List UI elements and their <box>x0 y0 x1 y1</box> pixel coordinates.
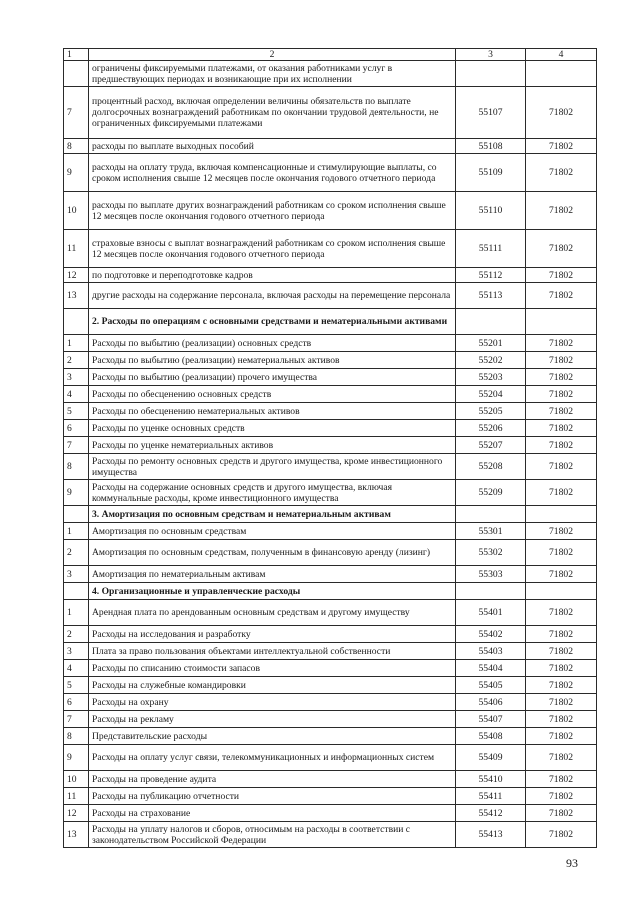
row-description: Расходы по обесценению основных средств <box>89 386 456 403</box>
table-row <box>64 822 597 848</box>
table-row <box>64 626 597 643</box>
row-description: Арендная плата по арендованным основным средствам и другому имуществу <box>89 600 456 626</box>
table-row <box>64 420 597 437</box>
row-description: расходы на оплату труда, включая компенсационные и стимулирующие выплаты, со сроком исполнения свыше 12 месяцев после окончания годового отчетного периода <box>89 154 456 192</box>
symbol-code: 71802 <box>526 192 597 230</box>
table-row <box>64 728 597 745</box>
account-code: 55408 <box>456 728 526 745</box>
account-code: 55401 <box>456 600 526 626</box>
section-title: 3. Амортизация по основным средствам и нематериальным активам <box>89 506 456 523</box>
row-description: Расходы на охрану <box>89 694 456 711</box>
row-number: 2 <box>64 352 89 369</box>
account-code: 55205 <box>456 403 526 420</box>
row-number: 6 <box>64 694 89 711</box>
account-code: 55108 <box>456 139 526 154</box>
table-row <box>64 788 597 805</box>
symbol-code: 71802 <box>526 335 597 352</box>
symbol-code: 71802 <box>526 540 597 566</box>
account-code: 55107 <box>456 87 526 139</box>
row-number: 6 <box>64 420 89 437</box>
row-number: 7 <box>64 437 89 454</box>
row-description: Расходы на уплату налогов и сборов, относимым на расходы в соответствии с законодательством Российской Федерации <box>89 822 456 848</box>
symbol-code: 71802 <box>526 643 597 660</box>
row-number: 7 <box>64 711 89 728</box>
table-row <box>64 386 597 403</box>
account-code: 55411 <box>456 788 526 805</box>
row-description: Расходы на рекламу <box>89 711 456 728</box>
symbol-code: 71802 <box>526 283 597 309</box>
row-number: 9 <box>64 154 89 192</box>
table-row <box>64 369 597 386</box>
header-col-4: 4 <box>526 49 597 61</box>
account-code: 55406 <box>456 694 526 711</box>
account-code: 55109 <box>456 154 526 192</box>
row-description: процентный расход, включая определении величины обязательств по выплате долгосрочных вознаграждений работникам по окончании трудовой деятельности, не ограниченных фиксируемыми платежами <box>89 87 456 139</box>
account-code: 55204 <box>456 386 526 403</box>
row-description: Расходы по выбытию (реализации) основных средств <box>89 335 456 352</box>
row-number: 1 <box>64 600 89 626</box>
account-code: 55402 <box>456 626 526 643</box>
row-number: 11 <box>64 788 89 805</box>
table-row <box>64 437 597 454</box>
symbol-code: 71802 <box>526 745 597 771</box>
row-number: 9 <box>64 480 89 506</box>
account-code <box>456 506 526 523</box>
row-description: Расходы по ремонту основных средств и другого имущества, кроме инвестиционного имущества <box>89 454 456 480</box>
symbol-code: 71802 <box>526 352 597 369</box>
row-description: Амортизация по основным средствам, полученным в финансовую аренду (лизинг) <box>89 540 456 566</box>
account-code: 55412 <box>456 805 526 822</box>
account-code: 55302 <box>456 540 526 566</box>
account-code: 55409 <box>456 745 526 771</box>
symbol-code: 71802 <box>526 480 597 506</box>
account-code: 55303 <box>456 566 526 583</box>
row-description: Расходы на служебные командировки <box>89 677 456 694</box>
account-code: 55410 <box>456 771 526 788</box>
symbol-code: 71802 <box>526 771 597 788</box>
table-row <box>64 711 597 728</box>
table-row <box>64 352 597 369</box>
symbol-code: 71802 <box>526 386 597 403</box>
section-heading-row <box>64 506 597 523</box>
row-number <box>64 506 89 523</box>
account-code: 55209 <box>456 480 526 506</box>
row-description: Расходы на публикацию отчетности <box>89 788 456 805</box>
row-number: 4 <box>64 660 89 677</box>
row-number: 13 <box>64 822 89 848</box>
row-number: 1 <box>64 335 89 352</box>
row-number: 10 <box>64 771 89 788</box>
row-description: Расходы по выбытию (реализации) прочего имущества <box>89 369 456 386</box>
symbol-code: 71802 <box>526 694 597 711</box>
account-code: 55405 <box>456 677 526 694</box>
table-row <box>64 230 597 268</box>
section-heading-row <box>64 309 597 335</box>
table-row <box>64 643 597 660</box>
row-number <box>64 583 89 600</box>
row-number: 13 <box>64 283 89 309</box>
section-title: 4. Организационные и управленческие расходы <box>89 583 456 600</box>
account-code: 55201 <box>456 335 526 352</box>
table-row <box>64 61 597 87</box>
symbol-code: 71802 <box>526 711 597 728</box>
symbol-code: 71802 <box>526 566 597 583</box>
table-row <box>64 805 597 822</box>
account-code: 55207 <box>456 437 526 454</box>
symbol-code: 71802 <box>526 600 597 626</box>
symbol-code: 71802 <box>526 420 597 437</box>
symbol-code: 71802 <box>526 437 597 454</box>
symbol-code <box>526 583 597 600</box>
table-row <box>64 403 597 420</box>
symbol-code: 71802 <box>526 139 597 154</box>
row-number <box>64 309 89 335</box>
symbol-code: 71802 <box>526 87 597 139</box>
row-number: 3 <box>64 643 89 660</box>
table-row <box>64 540 597 566</box>
row-number: 8 <box>64 454 89 480</box>
table-row <box>64 139 597 154</box>
row-number: 3 <box>64 566 89 583</box>
account-code: 55203 <box>456 369 526 386</box>
row-number: 7 <box>64 87 89 139</box>
row-description: Расходы на оплату услуг связи, телекоммуникационных и информационных систем <box>89 745 456 771</box>
table-row <box>64 454 597 480</box>
table-row <box>64 154 597 192</box>
account-code: 55113 <box>456 283 526 309</box>
row-number: 8 <box>64 728 89 745</box>
symbol-code: 71802 <box>526 677 597 694</box>
symbol-code: 71802 <box>526 626 597 643</box>
header-col-2: 2 <box>89 49 456 61</box>
symbol-code <box>526 506 597 523</box>
table-row <box>64 335 597 352</box>
symbol-code: 71802 <box>526 660 597 677</box>
table-row <box>64 677 597 694</box>
table-row <box>64 268 597 283</box>
table-row <box>64 87 597 139</box>
symbol-code: 71802 <box>526 788 597 805</box>
account-code: 55407 <box>456 711 526 728</box>
table-header-row <box>64 49 597 61</box>
table-row <box>64 600 597 626</box>
row-description: Расходы по уценке нематериальных активов <box>89 437 456 454</box>
row-description: Амортизация по нематериальным активам <box>89 566 456 583</box>
symbol-code: 71802 <box>526 822 597 848</box>
table-row <box>64 283 597 309</box>
symbol-code: 71802 <box>526 230 597 268</box>
symbol-code: 71802 <box>526 805 597 822</box>
symbol-code: 71802 <box>526 454 597 480</box>
row-number <box>64 61 89 87</box>
row-description: Плата за право пользования объектами интеллектуальной собственности <box>89 643 456 660</box>
row-description: Расходы по списанию стоимости запасов <box>89 660 456 677</box>
table-row <box>64 771 597 788</box>
row-description: Расходы на содержание основных средств и другого имущества, включая коммунальные расходы, кроме инвестиционного имущества <box>89 480 456 506</box>
symbol-code: 71802 <box>526 154 597 192</box>
symbol-code: 71802 <box>526 728 597 745</box>
row-description: Расходы на страхование <box>89 805 456 822</box>
symbol-code <box>526 309 597 335</box>
row-description: страховые взносы с выплат вознаграждений работникам со сроком исполнения свыше 12 месяцев после окончания годового отчетного периода <box>89 230 456 268</box>
symbol-code: 71802 <box>526 403 597 420</box>
row-number: 2 <box>64 540 89 566</box>
account-code: 55112 <box>456 268 526 283</box>
row-description: Расходы по уценке основных средств <box>89 420 456 437</box>
row-description: Представительские расходы <box>89 728 456 745</box>
account-code: 55208 <box>456 454 526 480</box>
row-number: 9 <box>64 745 89 771</box>
symbol-code: 71802 <box>526 523 597 540</box>
row-number: 10 <box>64 192 89 230</box>
row-number: 12 <box>64 805 89 822</box>
row-description: расходы по выплате других вознаграждений работникам со сроком исполнения свыше 12 месяцев после окончания годового отчетного периода <box>89 192 456 230</box>
row-number: 12 <box>64 268 89 283</box>
row-number: 5 <box>64 677 89 694</box>
row-number: 1 <box>64 523 89 540</box>
header-col-3: 3 <box>456 49 526 61</box>
section-heading-row <box>64 583 597 600</box>
table-row <box>64 566 597 583</box>
account-code: 55111 <box>456 230 526 268</box>
account-code: 55301 <box>456 523 526 540</box>
symbol-code <box>526 61 597 87</box>
account-code: 55404 <box>456 660 526 677</box>
account-code <box>456 61 526 87</box>
row-description: Расходы по обесценению нематериальных активов <box>89 403 456 420</box>
page-number: 93 <box>566 856 578 870</box>
table-row <box>64 523 597 540</box>
account-code: 55403 <box>456 643 526 660</box>
account-code <box>456 583 526 600</box>
row-number: 11 <box>64 230 89 268</box>
row-description: Расходы на исследования и разработку <box>89 626 456 643</box>
accounts-table <box>63 48 597 848</box>
row-description: Расходы по выбытию (реализации) нематериальных активов <box>89 352 456 369</box>
row-description: другие расходы на содержание персонала, включая расходы на перемещение персонала <box>89 283 456 309</box>
row-description: расходы по выплате выходных пособий <box>89 139 456 154</box>
table-row <box>64 660 597 677</box>
header-col-1: 1 <box>64 49 89 61</box>
row-number: 8 <box>64 139 89 154</box>
account-code: 55202 <box>456 352 526 369</box>
row-number: 3 <box>64 369 89 386</box>
row-number: 2 <box>64 626 89 643</box>
row-number: 4 <box>64 386 89 403</box>
row-description: по подготовке и переподготовке кадров <box>89 268 456 283</box>
account-code: 55206 <box>456 420 526 437</box>
symbol-code: 71802 <box>526 268 597 283</box>
section-title: 2. Расходы по операциям с основными средствами и нематериальными активами <box>89 309 456 335</box>
row-description: Расходы на проведение аудита <box>89 771 456 788</box>
account-code: 55413 <box>456 822 526 848</box>
table-row <box>64 480 597 506</box>
account-code <box>456 309 526 335</box>
symbol-code: 71802 <box>526 369 597 386</box>
table-row <box>64 192 597 230</box>
row-description: ограничены фиксируемыми платежами, от оказания работниками услуг в предшествующих периодах и возникающие при их исполнении <box>89 61 456 87</box>
table-row <box>64 745 597 771</box>
account-code: 55110 <box>456 192 526 230</box>
row-number: 5 <box>64 403 89 420</box>
row-description: Амортизация по основным средствам <box>89 523 456 540</box>
table-row <box>64 694 597 711</box>
